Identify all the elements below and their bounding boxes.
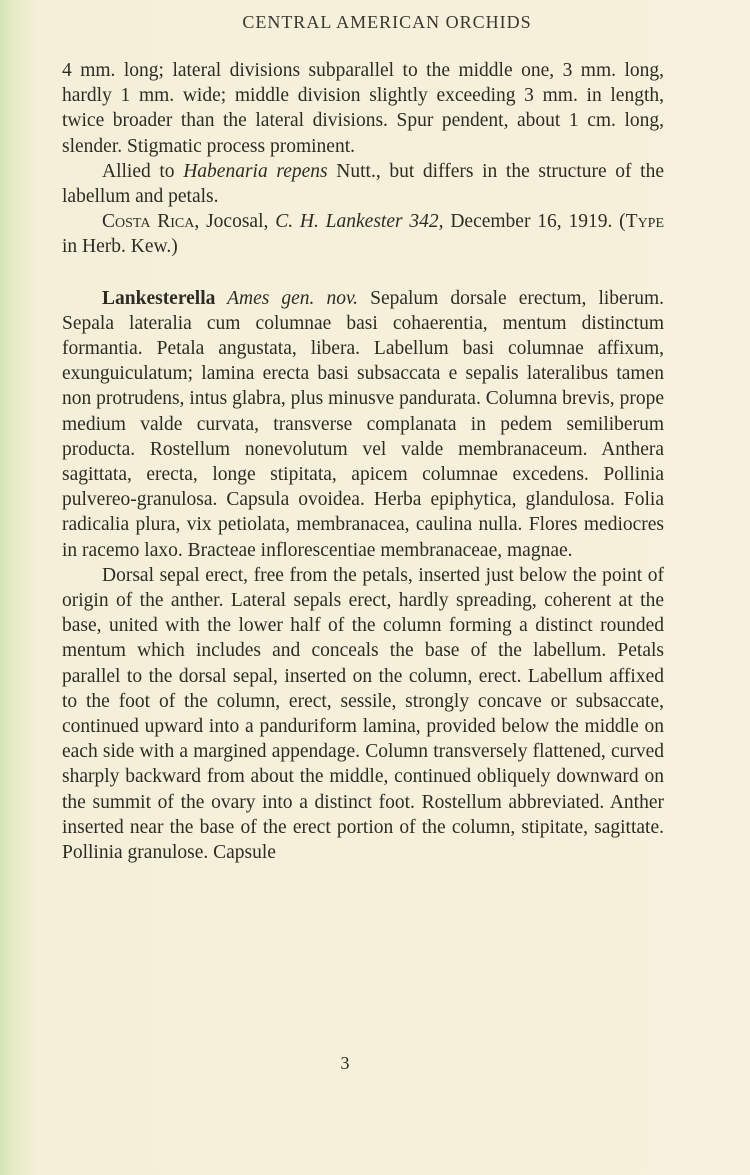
page-number: 3 — [340, 1053, 350, 1073]
genus-diagnosis — [62, 286, 664, 563]
affinity-paragraph — [62, 159, 664, 209]
affinity-rest: Nutt., but differs in the structure of the labellum and petals. — [62, 160, 664, 208]
latin-diagnosis: Sepalum dorsale erectum, liberum. Sepala lateralia cum columnae basi cohaerentia, mentum distinctum formantia. Petala angustata, libera. Labellum basi columnae affixum, exunguiculatum; lamina erecta basi subsaccata e sepalis lateralibus tamen non protrudens, intus glabra, plus minusve pandurata. Columna brevis, prope medium valde curvata, transverse complanata in pedem semiliberum producta. Rostellum nonevolutum vel valde membranaceum. Anthera sagittata, erecta, longe stipitata, apicem columnae excedens. Pollinia pulvereo-granulosa. Capsula ovoidea. Herba epiphytica, glandulosa. Folia radicalia plura, vix petiolata, membranacea, caulina nulla. Flores mediocres in racemo laxo. Bracteae inflorescentiae membranaceae, magnae. — [62, 287, 664, 561]
section-gap — [62, 260, 664, 286]
collection-date: December 16, 1919. ( — [443, 211, 626, 233]
genus-authority: Ames gen. nov. — [215, 287, 359, 309]
running-head: CENTRAL AMERICAN ORCHIDS — [242, 12, 532, 32]
specimen-citation — [62, 209, 664, 259]
body-text — [62, 58, 664, 865]
genus-name: Lankesterella — [102, 287, 216, 309]
description-text: 4 mm. long; lateral divisions subparallel to the middle one, 3 mm. long, hardly 1 mm. wide; middle division slightly exceeding 3 mm. in length, twice broader than the lateral divisions. Spur pendent, about 1 cm. long, slender. Stigmatic process prominent. — [62, 60, 664, 157]
locality-rest: , Jocosal, — [194, 211, 276, 233]
description-continuation — [62, 58, 664, 159]
species-name: Habenaria repens — [183, 160, 328, 182]
english-description — [62, 563, 664, 865]
locality-country: Costa Rica — [102, 211, 195, 233]
english-description-text: Dorsal sepal erect, free from the petals, inserted just below the point of origin of the anther. Lateral sepals erect, hardly spreading, coherent at the base, united with the lower half of the column forming a distinct rounded mentum which includes and conceals the base of the labellum. Petals parallel to the dorsal sepal, inserted on the column, erect. Labellum affixed to the foot of the column, erect, sessile, strongly concave or subsaccate, continued upward into a panduriform lamina, provided below the middle on each side with a margined appendage. Column transversely flattened, curved sharply backward from about the middle, continued obliquely downward on the summit of the ovary into a distinct foot. Rostellum abbreviated. Anther inserted near the base of the erect portion of the column, stipitate, sagittate. Pollinia granulose. Capsule — [62, 564, 664, 864]
collector: C. H. Lankester 342, — [275, 211, 444, 233]
type-label: Type — [625, 211, 665, 233]
affinity-prefix: Allied to — [102, 160, 184, 182]
herbarium: in Herb. Kew.) — [62, 236, 178, 258]
